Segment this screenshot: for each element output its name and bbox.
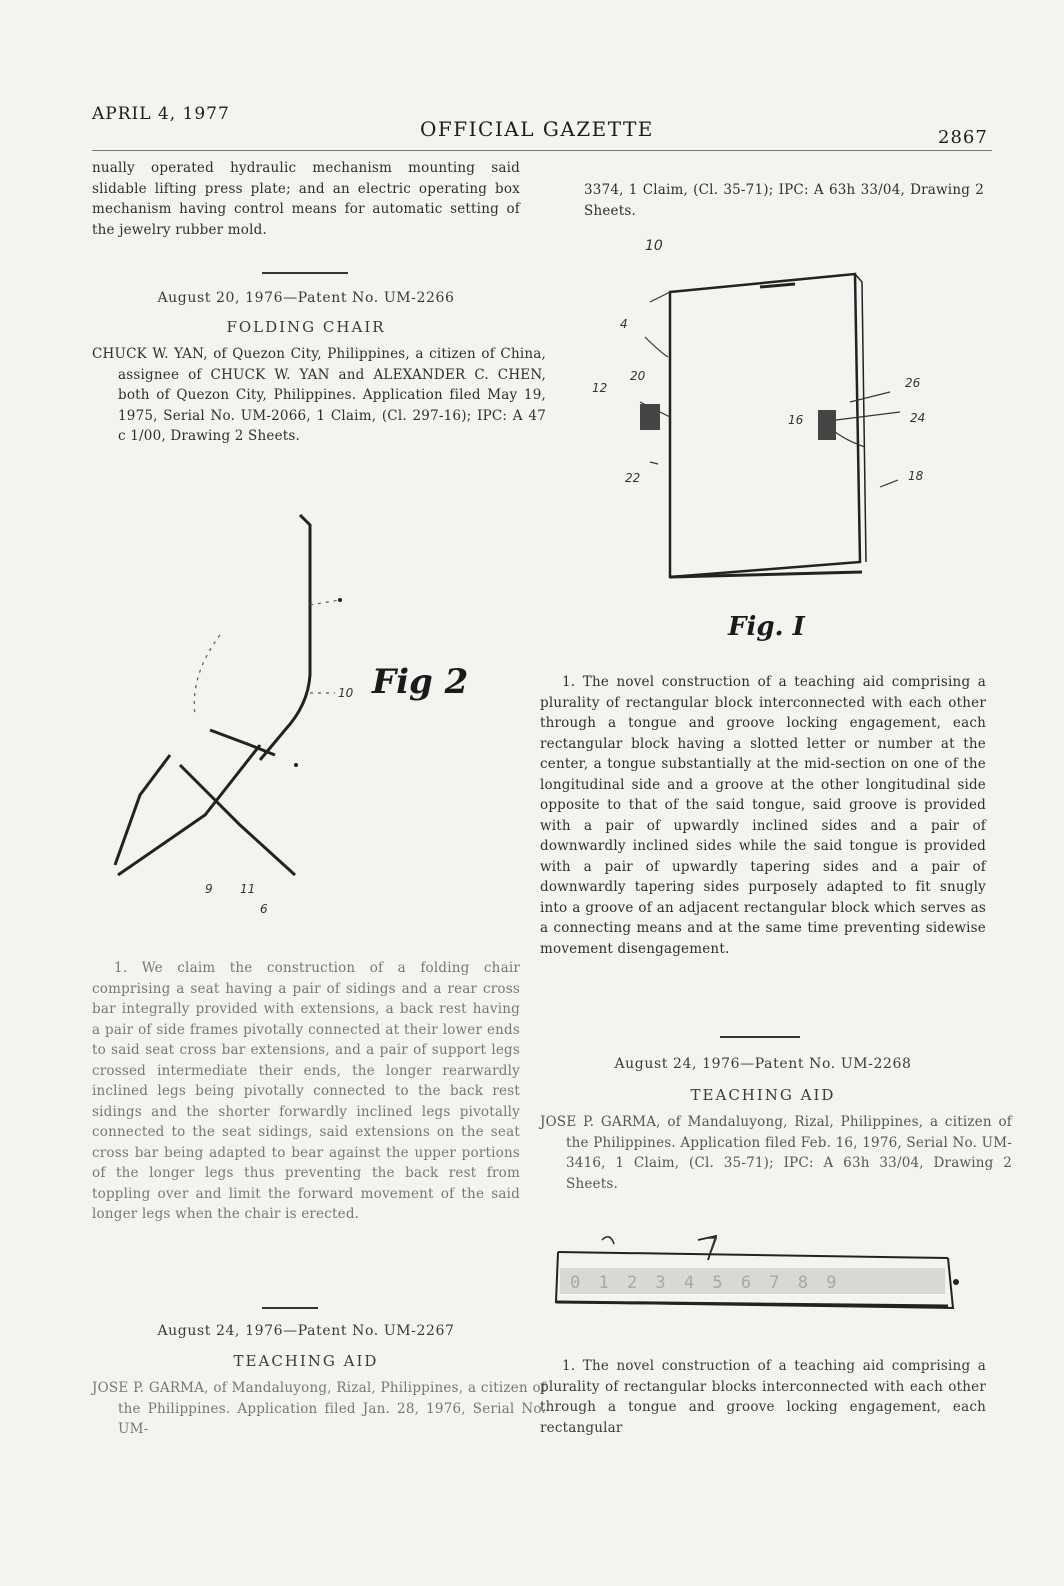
- entry3-claim: 1. The novel construction of a teaching aid comprising a plurality of rectangular blocks interconnected with each other through a tongue and groove locking engagement, each rectangular: [540, 1358, 986, 1436]
- block-tongue: [640, 404, 660, 430]
- entry2-title: TEACHING AID: [233, 1352, 379, 1370]
- teaching-aid-strip-drawing: [548, 1230, 968, 1320]
- header-date: APRIL 4, 1977: [92, 104, 230, 124]
- chair-label-9: 9: [205, 882, 213, 896]
- teaching-aid-block-drawing: [580, 232, 960, 588]
- block-groove: [818, 410, 836, 440]
- entry3-date-line: August 24, 1976—Patent No. UM-2268: [614, 1056, 912, 1072]
- block-label-16: 16: [788, 413, 804, 427]
- entry1-claim: 1. We claim the construction of a folding chair comprising a seat having a pair of sidings and a rear cross bar integrally provided with extensions, a back rest having a pair of side frames pivotally connected at their lower ends to said seat cross bar extensions, and a pair of support legs crossed intermediate their ends, the longer rearwardly inclined legs being pivotally connected to the back rest sidings and the shorter forwardly inclined legs pivotally connected to the seat sidings, said extensions on the seat cross bar being adapted to bear against the upper portions of the longer legs thus preventing the back rest from toppling over and limit the forward movement of the said longer legs when the chair is erected.: [92, 960, 520, 1222]
- chair-long-leg: [118, 745, 260, 875]
- entry1-inventor-block: CHUCK W. YAN, of Quezon City, Philippines, a citizen of China, assignee of CHUCK W. YAN and ALEXANDER C. CHEN, both of Quezon City, Philippines. Application filed May 19, 1975, Serial No. UM-2066, 1 Claim, (Cl. 297-16); IPC: A 47 c 1/00, Drawing 2 Sheets.: [92, 346, 546, 444]
- chair-front-leg-upper: [115, 755, 170, 865]
- folding-chair-drawing: [100, 505, 430, 915]
- strip-digits: 0 1 2 3 4 5 6 7 8 9: [570, 1273, 841, 1293]
- right-claim-1: 1. The novel construction of a teaching aid comprising a plurality of rectangular block interconnected with each other through a tongue and groove locking engagement, each rectangular block having a slotted letter or number at the center, a tongue substantially at the mid-section on one of the longitudinal side and a groove at the other longitudinal side opposite to that of the said tongue, said groove is provided with a pair of upwardly inclined sides and a pair of downwardly inclined sides while the said tongue is provided with a pair of upwardly tapering sides and a pair of downwardly tapering sides purposely adapted to fit snugly into a groove of an adjacent rectangular block which serves as a connecting means and at the same time preventing sidewise movement disengagement.: [540, 674, 986, 957]
- block-label-4: 4: [620, 317, 628, 331]
- entry3-title: TEACHING AID: [690, 1086, 836, 1104]
- fig-1-caption: Fig. I: [728, 612, 805, 642]
- entry2-inventor-block: JOSE P. GARMA, of Mandaluyong, Rizal, Philippines, a citizen of the Philippines. Application filed Jan. 28, 1976, Serial No. UM-: [92, 1380, 546, 1437]
- right-continuation-text: 3374, 1 Claim, (Cl. 35-71); IPC: A 63h 33/04, Drawing 2 Sheets.: [584, 182, 984, 219]
- fig-2-caption: Fig 2: [372, 662, 469, 702]
- block-label-18: 18: [908, 469, 924, 483]
- block-label-26: 26: [905, 376, 921, 390]
- block-label-12: 12: [592, 381, 608, 395]
- separator-rule: [262, 272, 348, 274]
- block-label-20: 20: [630, 369, 646, 383]
- chair-seat-line: [210, 730, 275, 755]
- separator-rule: [262, 1307, 318, 1309]
- entry1-date-line: August 20, 1976—Patent No. UM-2266: [157, 290, 455, 306]
- left-continuation-text: nually operated hydraulic mechanism mounting said slidable lifting press plate; and an electric operating box mechanism having control means for automatic setting of the jewelry rubber mold.: [92, 160, 520, 238]
- chair-label-11: 11: [240, 882, 256, 896]
- entry2-date-line: August 24, 1976—Patent No. UM-2267: [157, 1323, 455, 1339]
- chair-label-6: 6: [260, 902, 268, 915]
- block-label-24: 24: [910, 411, 926, 425]
- header-page-number: 2867: [938, 127, 988, 148]
- strip-label-7: 7: [706, 1233, 719, 1257]
- chair-back-frame-line: [260, 515, 310, 760]
- entry3-inventor-block: JOSE P. GARMA, of Mandaluyong, Rizal, Philippines, a citizen of the Philippines. Application filed Feb. 16, 1976, Serial No. UM-3416, 1 Claim, (Cl. 35-71); IPC: A 63h 33/04, Drawing 2 Sheets.: [540, 1114, 1012, 1192]
- header-rule: [92, 150, 992, 151]
- entry1-title: FOLDING CHAIR: [226, 318, 386, 336]
- separator-rule: [720, 1036, 800, 1038]
- block-label-22: 22: [625, 471, 641, 485]
- block-label-10: 10: [645, 238, 663, 254]
- chair-label-10: 10: [338, 686, 354, 700]
- header-title: OFFICIAL GAZETTE: [420, 117, 654, 141]
